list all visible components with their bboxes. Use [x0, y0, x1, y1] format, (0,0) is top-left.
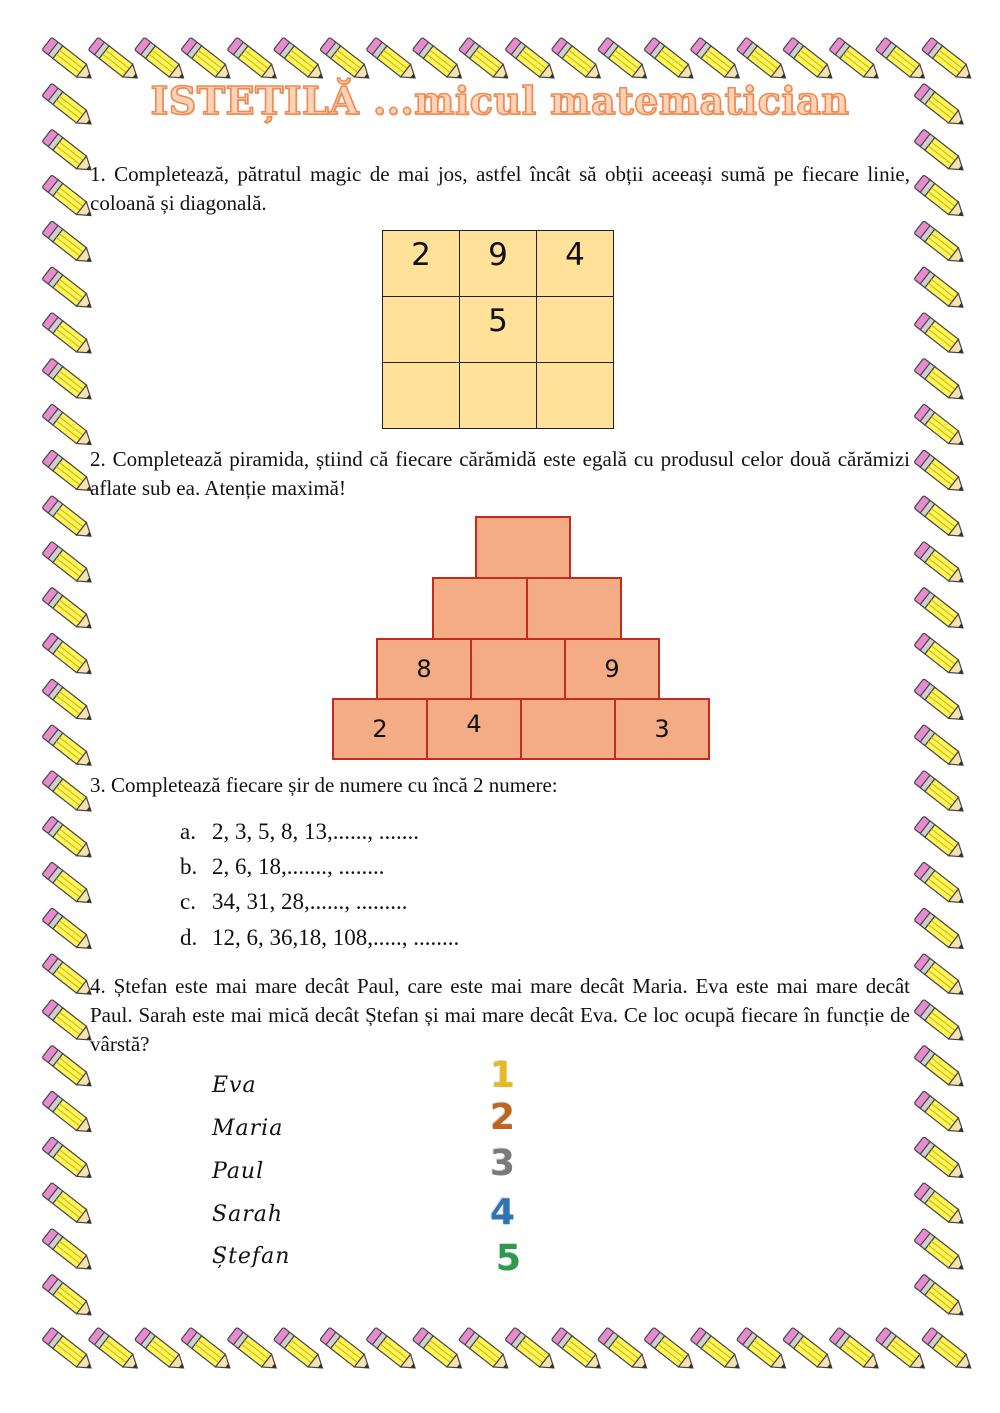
pyramid-brick[interactable] — [526, 577, 622, 640]
sequence-label: d. — [180, 925, 198, 950]
pencil-icon — [42, 724, 96, 771]
pencil-icon — [42, 175, 96, 222]
pencil-icon — [551, 1327, 605, 1374]
pencil-icon — [42, 1182, 96, 1229]
pencil-icon — [42, 1228, 96, 1275]
pyramid-brick[interactable] — [432, 577, 528, 640]
pencil-icon — [42, 129, 96, 176]
pencil-icon — [914, 679, 968, 726]
pencil-icon — [783, 1327, 837, 1374]
sequence-item — [180, 817, 419, 847]
rank-4[interactable]: 4 — [490, 1192, 516, 1233]
pyramid-brick[interactable]: 3 — [614, 698, 710, 760]
pencil-icon — [914, 1137, 968, 1184]
pencil-icon — [42, 266, 96, 313]
sequence-item — [180, 887, 408, 917]
pencil-icon — [914, 1182, 968, 1229]
pencil-icon — [914, 450, 968, 497]
pencil-icon — [42, 1045, 96, 1092]
magic-cell[interactable] — [460, 363, 537, 429]
pencil-icon — [914, 816, 968, 863]
pencil-icon — [42, 999, 96, 1046]
pencil-icon — [690, 1327, 744, 1374]
sequence-label: a. — [180, 819, 196, 844]
pencil-icon — [914, 724, 968, 771]
pyramid-brick[interactable] — [470, 638, 566, 700]
sequence-label: c. — [180, 889, 196, 914]
magic-cell[interactable] — [537, 297, 614, 363]
pencil-icon — [42, 679, 96, 726]
pencil-icon — [42, 816, 96, 863]
exercise-1-text: 1. Completează, pătratul magic de mai jos, astfel încât să obții aceeași sumă pe fiecare linie, coloană și diagonală. — [90, 162, 910, 215]
magic-cell[interactable]: 4 — [537, 231, 614, 297]
pencil-icon — [505, 1327, 559, 1374]
pencil-icon — [42, 541, 96, 588]
pencil-icon — [644, 1327, 698, 1374]
pencil-icon — [273, 1327, 327, 1374]
pencil-icon — [914, 1228, 968, 1275]
pencil-icon — [42, 1274, 96, 1321]
pencil-icon — [914, 908, 968, 955]
rank-1[interactable]: 1 — [490, 1055, 516, 1096]
pencil-icon — [914, 266, 968, 313]
name-maria[interactable]: Maria — [212, 1116, 284, 1141]
pencil-icon — [412, 1327, 466, 1374]
pencil-icon — [922, 1327, 976, 1374]
sequence-text: 2, 3, 5, 8, 13,......, ....... — [212, 819, 419, 844]
pencil-icon — [914, 1091, 968, 1138]
magic-cell[interactable] — [383, 363, 460, 429]
magic-cell[interactable] — [537, 363, 614, 429]
pencil-icon — [914, 404, 968, 451]
pencil-icon — [914, 587, 968, 634]
pencil-icon — [42, 587, 96, 634]
pencil-icon — [914, 495, 968, 542]
magic-square — [382, 230, 614, 429]
pencil-icon — [914, 862, 968, 909]
pyramid-brick[interactable]: 8 — [376, 638, 472, 700]
name-stefan[interactable]: Ștefan — [212, 1244, 291, 1269]
sequence-label: b. — [180, 854, 198, 879]
page-title: ISTEȚILĂ ...micul matematician — [150, 78, 850, 123]
pyramid-brick[interactable] — [520, 698, 616, 760]
magic-cell[interactable]: 5 — [460, 297, 537, 363]
pencil-icon — [42, 1091, 96, 1138]
name-paul[interactable]: Paul — [212, 1159, 265, 1184]
pencil-icon — [42, 495, 96, 542]
pencil-icon — [42, 633, 96, 680]
pyramid-brick[interactable]: 9 — [564, 638, 660, 700]
sequence-text: 34, 31, 28,......, ......... — [212, 889, 408, 914]
pencil-icon — [914, 312, 968, 359]
rank-5[interactable]: 5 — [496, 1238, 522, 1279]
pencil-icon — [42, 404, 96, 451]
sequence-text: 12, 6, 36,18, 108,....., ........ — [212, 925, 460, 950]
rank-3[interactable]: 3 — [490, 1143, 516, 1184]
rank-2[interactable]: 2 — [490, 1097, 516, 1138]
pencil-icon — [914, 953, 968, 1000]
pyramid-brick[interactable]: 4 — [426, 698, 522, 760]
pencil-icon — [42, 908, 96, 955]
pencil-icon — [135, 1327, 189, 1374]
pencil-icon — [227, 1327, 281, 1374]
name-sarah[interactable]: Sarah — [212, 1202, 283, 1227]
magic-cell[interactable] — [383, 297, 460, 363]
pencil-icon — [459, 1327, 513, 1374]
pencil-icon — [914, 1045, 968, 1092]
pencil-icon — [914, 175, 968, 222]
sequence-item — [180, 852, 385, 882]
pencil-icon — [88, 1327, 142, 1374]
pencil-icon — [181, 1327, 235, 1374]
pencil-icon — [875, 1327, 929, 1374]
pencil-icon — [366, 1327, 420, 1374]
pencil-icon — [42, 450, 96, 497]
pencil-icon — [914, 999, 968, 1046]
exercise-2-text: 2. Completează piramida, știind că fiecare cărămidă este egală cu produsul celor două cărămizi aflate sub ea. Atenție maximă! — [90, 447, 910, 500]
pencil-icon — [42, 221, 96, 268]
pencil-icon — [914, 770, 968, 817]
pyramid-brick[interactable]: 2 — [332, 698, 428, 760]
magic-cell[interactable]: 9 — [460, 231, 537, 297]
exercise-4-text: 4. Ștefan este mai mare decât Paul, care este mai mare decât Maria. Eva este mai mare decât Paul. Sarah este mai mică decât Ștefan și mai mare decât Eva. Ce loc ocupă fiecare în funcție de vârstă? — [90, 974, 910, 1056]
pencil-icon — [42, 953, 96, 1000]
pencil-icon — [42, 312, 96, 359]
pencil-icon — [736, 1327, 790, 1374]
pencil-icon — [914, 358, 968, 405]
magic-cell[interactable]: 2 — [383, 231, 460, 297]
sequence-text: 2, 6, 18,......., ........ — [212, 854, 385, 879]
pencil-icon — [320, 1327, 374, 1374]
pencil-icon — [914, 129, 968, 176]
pencil-icon — [829, 1327, 883, 1374]
pencil-icon — [42, 862, 96, 909]
pencil-icon — [914, 541, 968, 588]
pencil-icon — [598, 1327, 652, 1374]
pencil-icon — [42, 358, 96, 405]
pencil-icon — [42, 770, 96, 817]
pencil-icon — [914, 1274, 968, 1321]
sequence-item — [180, 923, 459, 953]
pencil-icon — [914, 633, 968, 680]
name-eva[interactable]: Eva — [212, 1073, 257, 1098]
exercise-3-text: 3. Completează fiecare șir de numere cu încă 2 numere: — [90, 773, 558, 797]
pencil-icon — [914, 221, 968, 268]
pyramid-brick[interactable] — [475, 516, 571, 579]
pencil-icon — [42, 1137, 96, 1184]
pencil-icon — [42, 1327, 96, 1374]
